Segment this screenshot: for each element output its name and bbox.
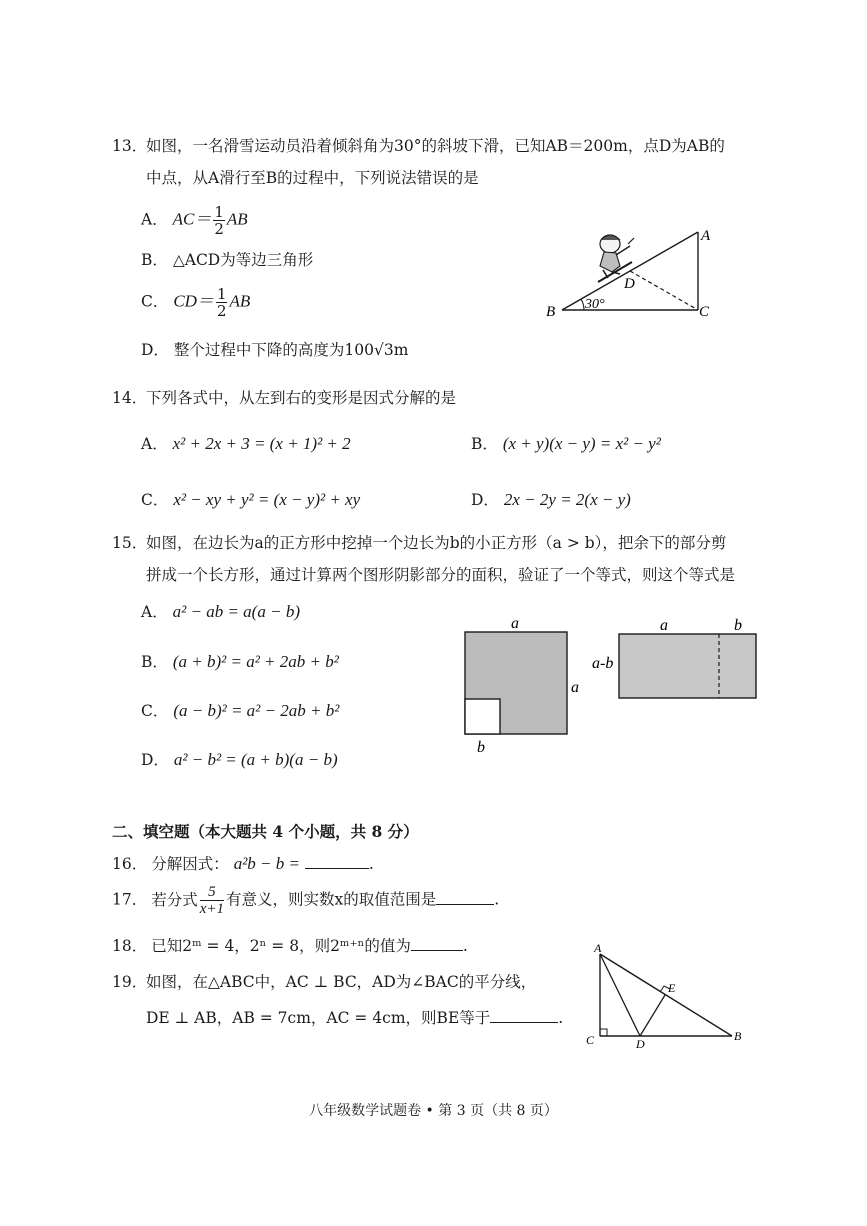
q19-label-e: E	[668, 981, 676, 995]
q14-option-a-text: x² + 2x + 3 = (x + 1)² + 2	[172, 434, 351, 453]
q15-label-rect-side: a-b	[592, 655, 614, 672]
q15-label-rect-top-a: a	[660, 617, 668, 634]
q13-option-a-fraction	[213, 204, 225, 237]
q13-label-b: B	[546, 304, 556, 320]
q15-option-b-text: (a + b)² = a² + 2ab + b²	[172, 652, 339, 671]
q19-label-d: D	[636, 1037, 645, 1050]
q13-label-c: C	[699, 304, 710, 320]
q15-option-b	[141, 650, 339, 672]
q14-stem: 下列各式中，从左到右的变形是因式分解的是	[146, 389, 457, 407]
q19-number: 19．	[112, 973, 148, 991]
q19-line2-wrap	[146, 1006, 563, 1028]
q16-end: .	[368, 855, 374, 873]
q13-option-a-right: AB	[226, 209, 248, 229]
q15-label-bottom-b: b	[477, 739, 485, 756]
q13-option-d	[141, 338, 408, 360]
skier-icon	[598, 235, 634, 282]
q13-number: 13．	[112, 137, 148, 155]
q14-option-d-label: D．	[471, 491, 499, 509]
q15-option-c-label: C．	[141, 702, 169, 720]
q16-text-before: 分解因式：	[151, 855, 229, 873]
q14-option-c-text: x² − xy + y² = (x − y)² + xy	[173, 490, 361, 509]
q17-den: x+1	[199, 901, 225, 917]
q19-answer-blank[interactable]	[490, 1022, 558, 1023]
q13-option-c-num: 1	[216, 285, 227, 303]
q13-option-c	[141, 286, 250, 319]
q14-option-c-label: C．	[141, 491, 169, 509]
q17	[112, 884, 499, 917]
q15-option-a-text: a² − ab = a(a − b)	[172, 602, 300, 621]
q13-option-c-right: AB	[229, 291, 251, 311]
q13-option-b-label: B．	[141, 251, 168, 269]
q17-text-before: 若分式	[151, 890, 198, 909]
q19-line2: DE ⊥ AB，AB = 7cm，AC = 4cm，则BE等于	[146, 1009, 491, 1027]
section2-title: 二、填空题（本大题共 4 个小题，共 8 分）	[112, 822, 419, 841]
q13-option-a-num: 1	[214, 203, 224, 221]
page-footer: 八年级数学试题卷 • 第 3 页（共 8 页）	[309, 1103, 558, 1119]
q15-option-c-text: (a − b)² = a² − 2ab + b²	[173, 701, 340, 720]
q13-label-d: D	[624, 276, 635, 292]
q15-label-rect-top-b: b	[734, 617, 742, 634]
q13-option-a-label: A．	[141, 210, 168, 229]
q14-option-d-text: 2x − 2y = 2(x − y)	[503, 490, 631, 509]
q15-number: 15．	[112, 534, 148, 552]
q13-option-c-label: C．	[141, 292, 169, 311]
q19-label-a: A	[594, 941, 602, 955]
q19-label-b: B	[734, 1029, 742, 1043]
q14-option-b-text: (x + y)(x − y) = x² − y²	[502, 434, 661, 453]
q14-option-a-label: A．	[141, 435, 168, 453]
q13-option-c-fraction	[216, 286, 228, 319]
q13-option-b	[141, 248, 313, 270]
q16-answer-blank[interactable]	[305, 868, 369, 869]
q15-option-d-text: a² − b² = (a + b)(a − b)	[173, 750, 338, 769]
q15-option-c	[141, 699, 339, 721]
q14-number: 14．	[112, 389, 148, 407]
q16	[112, 852, 374, 874]
q17-answer-blank[interactable]	[436, 904, 494, 905]
q15-label-side-a: a	[571, 679, 579, 696]
q14-option-a	[141, 432, 351, 454]
q13-angle-label: 30°	[585, 297, 605, 312]
q15-label-top-a: a	[511, 615, 519, 632]
q16-expr: a²b − b =	[233, 854, 300, 873]
q13-option-b-text: △ACD为等边三角形	[172, 251, 314, 269]
q18-number: 18．	[112, 937, 148, 955]
q17-number: 17．	[112, 890, 148, 909]
q16-number: 16．	[112, 855, 148, 873]
q13-option-d-text: 整个过程中下降的高度为100√3m	[173, 341, 409, 359]
q13-label-a: A	[701, 228, 711, 244]
q15-option-d	[141, 748, 338, 770]
q15-stem-line2: 拼成一个长方形，通过计算两个图形阴影部分的面积，验证了一个等式，则这个等式是	[146, 566, 736, 584]
q15-option-b-label: B．	[141, 653, 168, 671]
q15-option-a-label: A．	[141, 603, 168, 621]
q13-stem-line2: 中点，从A滑行至B的过程中，下列说法错误的是	[146, 169, 479, 187]
q18	[112, 934, 468, 956]
q18-end: .	[462, 937, 468, 955]
q13-option-a-den: 2	[214, 220, 224, 238]
q13-stem-line1: 如图，一名滑雪运动员沿着倾斜角为30°的斜坡下滑，已知AB＝200m，点D为AB的	[146, 137, 725, 155]
q14-option-d	[471, 488, 631, 510]
q15-option-a	[141, 600, 300, 622]
q19-label-c: C	[586, 1033, 595, 1047]
q13-option-d-label: D．	[141, 341, 169, 359]
q19-figure-triangle	[580, 938, 750, 1050]
q13-option-a	[141, 204, 248, 237]
q15-option-d-label: D．	[141, 751, 169, 769]
q17-end: .	[494, 890, 500, 909]
q14-option-c	[141, 488, 360, 510]
q13-figure-slope	[540, 220, 720, 325]
q19-line1: 如图，在△ABC中，AC ⊥ BC，AD为∠BAC的平分线，	[146, 973, 537, 991]
q18-answer-blank[interactable]	[411, 950, 463, 951]
q17-text-after: 有意义，则实数x的取值范围是	[226, 890, 437, 909]
q18-text: 已知2ᵐ = 4，2ⁿ = 8，则2ᵐ⁺ⁿ的值为	[151, 937, 411, 955]
q13-option-c-den: 2	[216, 302, 227, 320]
q13-option-a-left: AC＝	[172, 209, 212, 229]
q15-figure-squares	[455, 612, 770, 760]
q19-end: .	[558, 1009, 564, 1027]
q14-option-b	[471, 432, 661, 454]
q17-num: 5	[200, 884, 224, 901]
q13-option-c-left: CD＝	[173, 291, 214, 311]
q15-stem-line1: 如图，在边长为a的正方形中挖掉一个边长为b的小正方形（a > b），把余下的部分剪	[146, 534, 727, 552]
q17-fraction	[200, 884, 224, 917]
q14-option-b-label: B．	[471, 435, 498, 453]
